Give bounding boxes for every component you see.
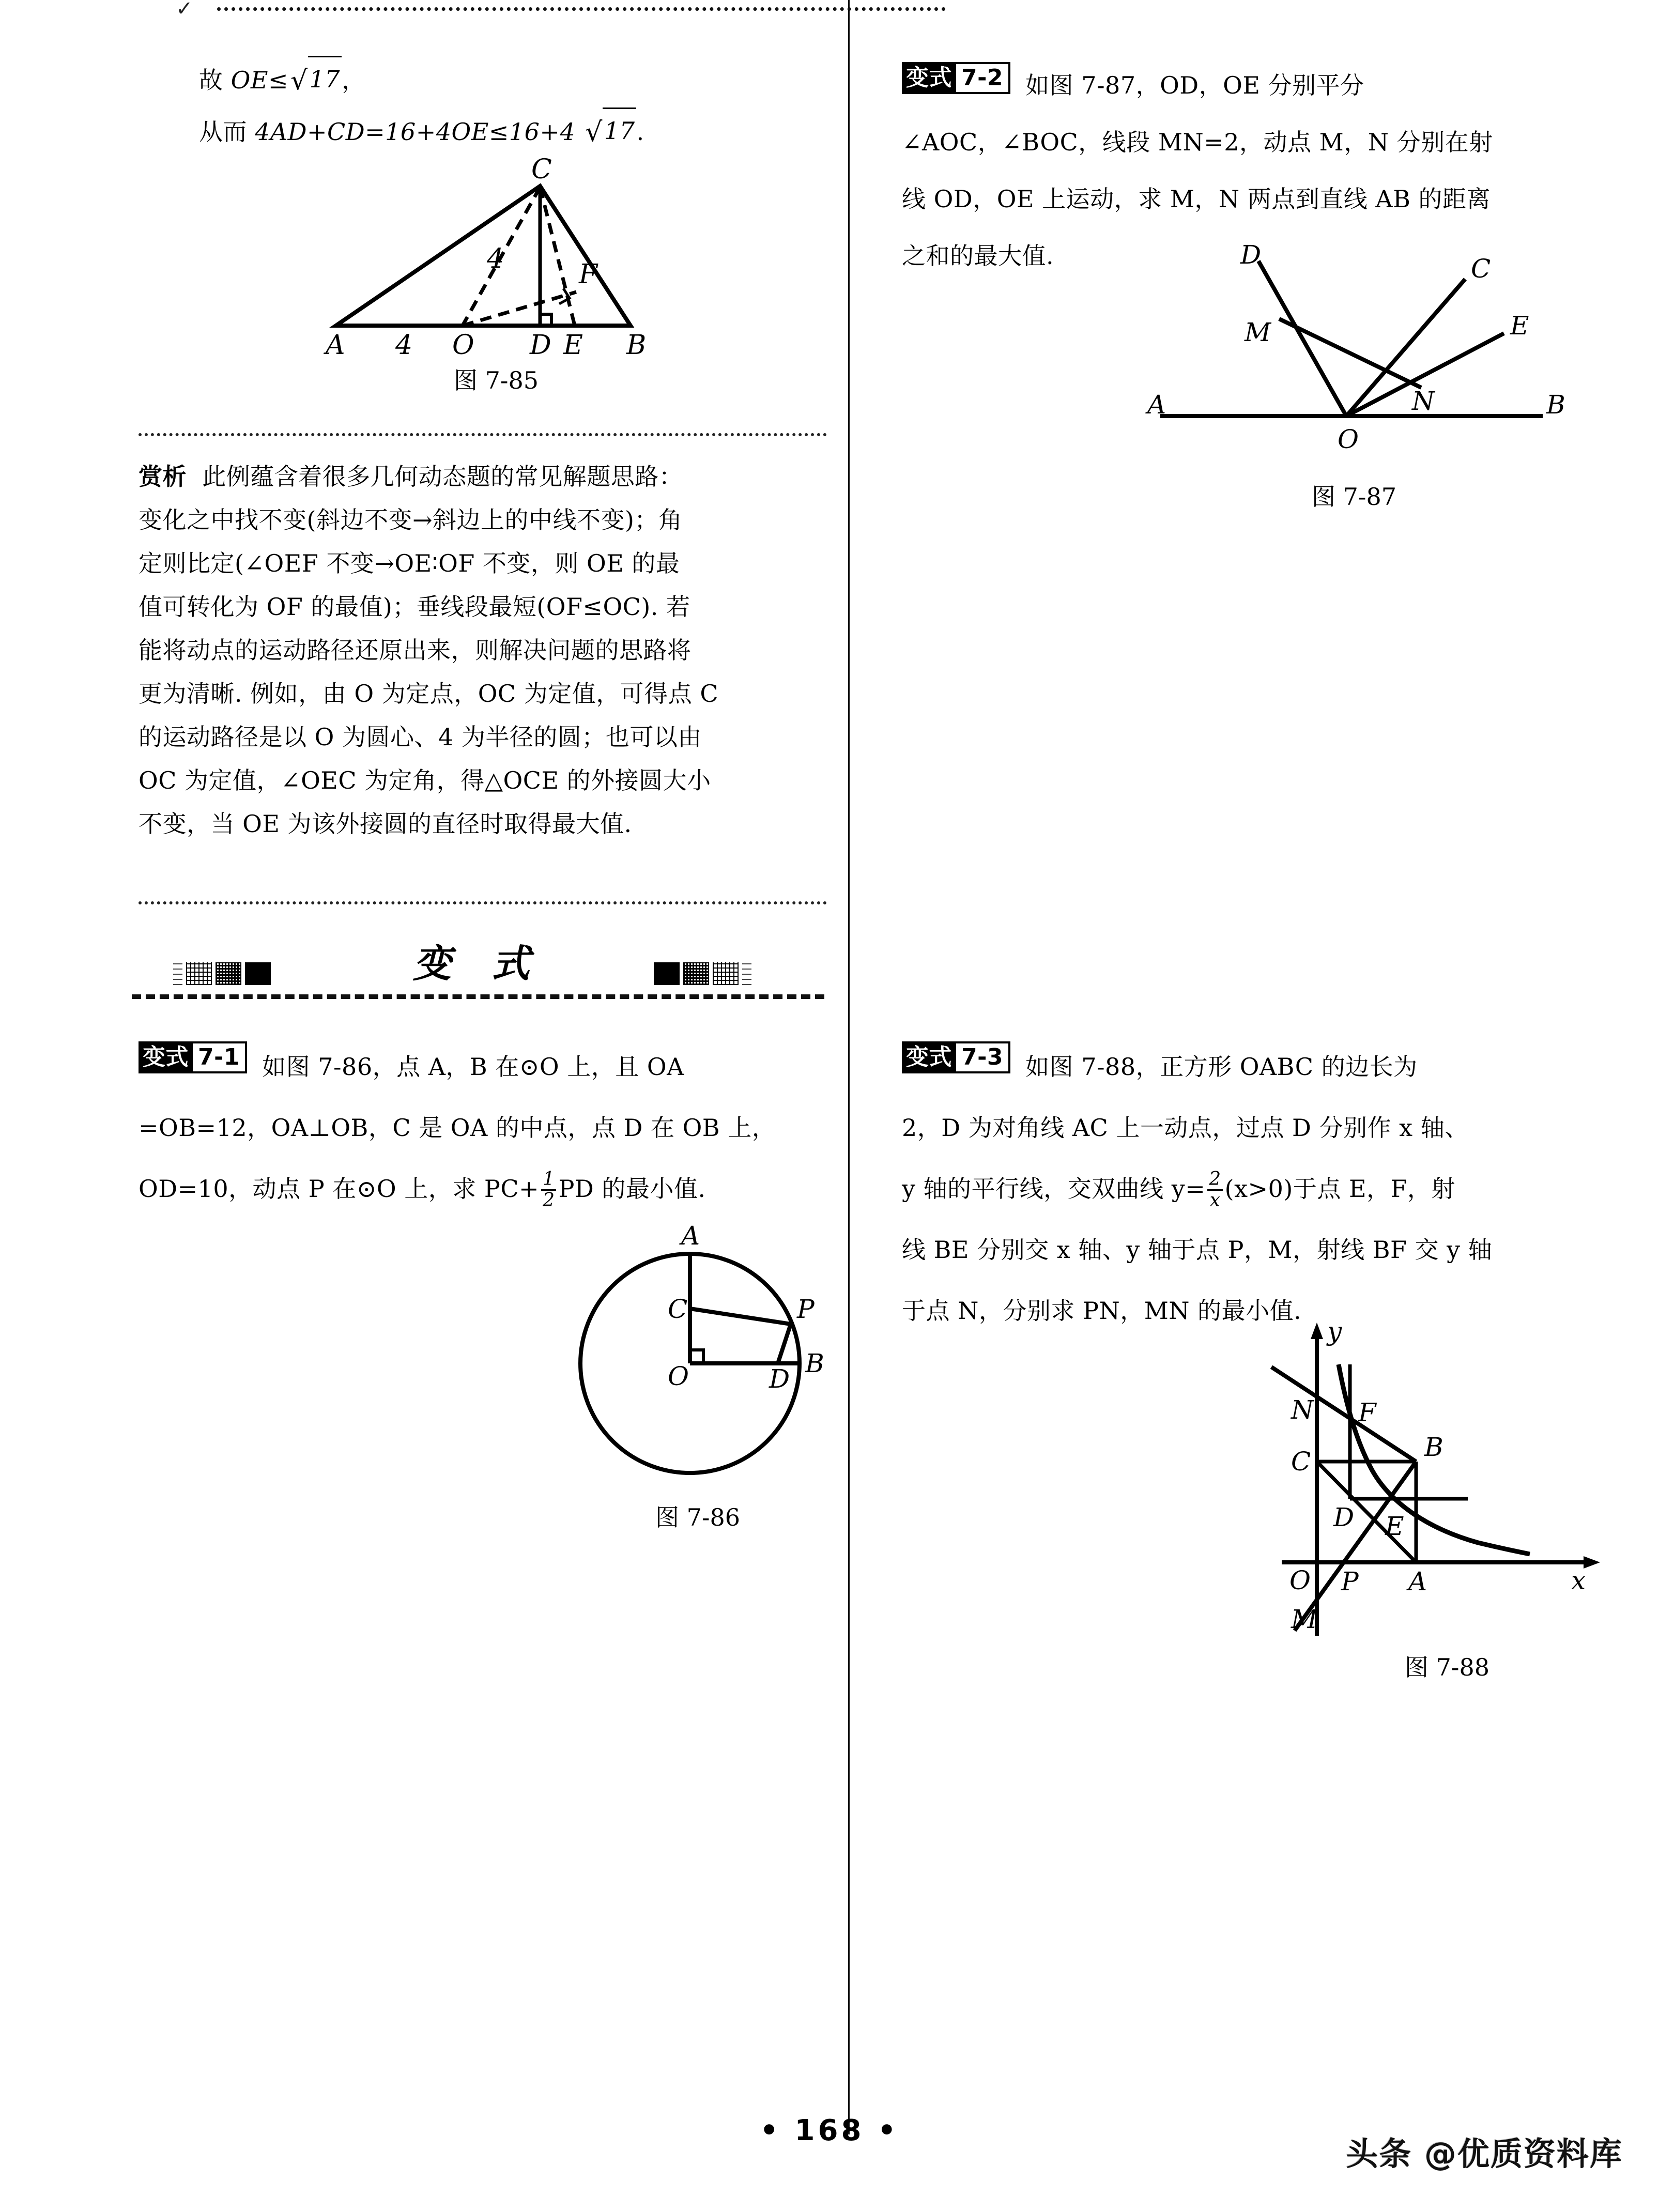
label-C: C	[668, 1294, 688, 1324]
label-N: N	[1291, 1395, 1314, 1425]
variation-7-3-tag	[902, 1041, 1010, 1073]
variation-header-dashed-rule	[132, 994, 824, 999]
fraction-two-over-x	[1207, 1170, 1222, 1210]
label-D: D	[769, 1364, 790, 1394]
variation-7-3-line-2: 2，D 为对角线 AC 上一动点，过点 D 分别作 x 轴、	[902, 1114, 1469, 1142]
figure-7-87-caption: 图 7-87	[1312, 483, 1396, 511]
label-F: F	[579, 259, 598, 290]
appreciation-label: 赏析	[139, 463, 187, 490]
label-F: F	[1358, 1397, 1376, 1427]
appreciation-line: 变化之中找不变(斜边不变→斜边上的中线不变)；角	[139, 506, 683, 534]
figure-7-85-caption: 图 7-85	[454, 366, 539, 394]
variation-7-1-line-3	[139, 1158, 831, 1219]
solution-suffix: ，	[342, 66, 366, 94]
appreciation-block	[139, 455, 831, 846]
appreciation-bottom-separator	[139, 901, 827, 904]
variation-7-3	[902, 1036, 1620, 1341]
label-A: A	[681, 1221, 700, 1251]
label-C: C	[1471, 254, 1491, 284]
figure-7-86	[558, 1215, 837, 1494]
column-divider	[848, 0, 850, 2134]
fraction-denominator: x	[1207, 1189, 1222, 1210]
radical-sign: √	[585, 117, 603, 148]
label-D: D	[1333, 1502, 1355, 1532]
label-P: P	[797, 1294, 815, 1324]
variation-7-3-line-3	[902, 1158, 1620, 1219]
tag-number: 7-1	[193, 1041, 247, 1073]
label-E: E	[1510, 311, 1529, 341]
ornament-dark-square	[245, 962, 271, 985]
label-O: O	[668, 1361, 689, 1391]
variation-section-title: 变 式	[413, 942, 543, 986]
variation-7-1-tag	[139, 1041, 247, 1073]
label-B: B	[1424, 1432, 1443, 1462]
tag-prefix: 变式	[139, 1041, 193, 1073]
label-D: D	[1240, 240, 1262, 270]
label-O: O	[1289, 1565, 1311, 1595]
top-edge-mark: ✓	[176, 0, 193, 21]
watermark: 头条 @优质资料库	[1346, 2135, 1623, 2173]
variation-7-3-line-1	[902, 1036, 1620, 1097]
label-y-axis: y	[1327, 1316, 1342, 1346]
solution-prefix: 故	[199, 66, 231, 94]
radicand: 17	[308, 56, 342, 101]
label-C: C	[1291, 1447, 1311, 1477]
appreciation-line: 不变，当 OE 为该外接圆的直径时取得最大值.	[139, 810, 632, 838]
ornament-dot	[742, 962, 751, 985]
variation-7-1	[139, 1036, 831, 1219]
label-len-ao: 4	[395, 330, 413, 361]
label-O: O	[452, 330, 474, 361]
label-B: B	[626, 330, 647, 361]
figure-7-87	[1142, 235, 1566, 457]
variation-7-2-line-4: 之和的最大值.	[902, 242, 1054, 270]
label-x-axis: x	[1571, 1565, 1586, 1595]
variation-7-1-text-1: 如图 7-86，点 A，B 在⊙O 上，且 OA	[262, 1053, 684, 1081]
fraction-numerator: 2	[1209, 1169, 1221, 1190]
figure-7-85-drawing	[320, 155, 672, 362]
tag-number: 7-3	[956, 1041, 1010, 1073]
label-len-oc: 4	[487, 243, 504, 274]
label-A: A	[1147, 390, 1166, 420]
variation-7-3-text-1: 如图 7-88，正方形 OABC 的边长为	[1025, 1053, 1418, 1081]
figure-7-88-caption: 图 7-88	[1405, 1653, 1489, 1681]
figure-7-86-drawing	[558, 1215, 837, 1494]
solution-expr: 4AD+CD=16+4OE≤16+4	[255, 118, 583, 146]
solution-line-1	[199, 57, 819, 102]
appreciation-line: 能将动点的运动路径还原出来，则解决问题的思路将	[139, 636, 692, 664]
fraction-denominator: 2	[541, 1189, 556, 1210]
figure-7-88	[1261, 1315, 1633, 1646]
figure-7-88-drawing	[1261, 1315, 1633, 1646]
variation-7-2-line-2: ∠AOC，∠BOC，线段 MN=2，动点 M，N 分别在射	[902, 128, 1493, 156]
appreciation-line: OC 为定值，∠OEC 为定角，得△OCE 的外接圆大小	[139, 766, 711, 794]
appreciation-line: 定则比定(∠OEF 不变→OE∶OF 不变，则 OE 的最	[139, 549, 680, 577]
label-O: O	[1338, 424, 1359, 454]
label-D: D	[530, 330, 551, 361]
appreciation-line: 值可转化为 OF 的最值)；垂线段最短(OF≤OC). 若	[139, 593, 690, 621]
ornament-dot	[173, 962, 182, 985]
figure-7-86-caption: 图 7-86	[655, 1503, 740, 1531]
label-P: P	[1341, 1566, 1359, 1596]
label-C: C	[531, 155, 552, 185]
ornament-left	[173, 962, 271, 985]
ornament-right	[654, 962, 751, 985]
solution-suffix: .	[636, 118, 644, 146]
label-A: A	[1408, 1566, 1427, 1596]
variation-7-1-text-3a: OD=10，动点 P 在⊙O 上，求 PC+	[139, 1175, 540, 1203]
solution-expr: OE≤	[231, 66, 288, 94]
variation-7-3-text-3b: (x>0)于点 E，F，射	[1224, 1175, 1455, 1203]
variation-7-2-tag	[902, 62, 1010, 94]
variation-7-3-line-4: 线 BE 分别交 x 轴、y 轴于点 P，M，射线 BF 交 y 轴	[902, 1236, 1493, 1264]
fraction-one-half	[541, 1170, 556, 1210]
label-B: B	[1546, 390, 1565, 420]
top-dashed-rule	[217, 7, 946, 11]
label-A: A	[326, 330, 345, 361]
label-E: E	[563, 330, 583, 361]
tag-prefix: 变式	[902, 1041, 956, 1073]
variation-7-3-text-3a: y 轴的平行线，交双曲线 y=	[902, 1175, 1206, 1203]
variation-7-3-line-5: 于点 N，分别求 PN，MN 的最小值.	[902, 1297, 1302, 1325]
appreciation-line: 更为清晰. 例如，由 O 为定点，OC 为定值，可得点 C	[139, 680, 719, 708]
variation-7-1-line-2: =OB=12，OA⊥OB，C 是 OA 的中点，点 D 在 OB 上，	[139, 1114, 776, 1142]
variation-7-2-text-1: 如图 7-87，OD，OE 分别平分	[1025, 71, 1364, 99]
ornament-light-square	[186, 962, 212, 985]
page-number: • 168 •	[760, 2114, 899, 2147]
appreciation-top-separator	[139, 433, 827, 436]
radical-sign: √	[290, 65, 308, 96]
label-B: B	[805, 1348, 824, 1378]
figure-7-85	[320, 155, 672, 362]
ornament-dark-square	[654, 962, 680, 985]
solution-prefix: 从而	[199, 118, 255, 146]
variation-section-header	[132, 930, 824, 1008]
sqrt-symbol	[583, 109, 636, 153]
variation-7-1-line-1	[139, 1036, 831, 1097]
label-M: M	[1291, 1604, 1318, 1634]
ornament-mid-square	[216, 962, 241, 985]
sqrt-symbol	[288, 57, 342, 102]
ornament-light-square	[713, 962, 739, 985]
appreciation-text: 此例蕴含着很多几何动态题的常见解题思路：	[202, 463, 683, 490]
variation-7-2-line-1	[902, 57, 1615, 114]
fraction-numerator: 1	[543, 1169, 555, 1190]
variation-7-1-text-3b: PD 的最小值.	[558, 1175, 706, 1203]
ornament-mid-square	[683, 962, 709, 985]
label-E: E	[1385, 1511, 1404, 1541]
tag-number: 7-2	[956, 62, 1010, 94]
figure-7-87-drawing	[1142, 235, 1566, 457]
radicand: 17	[603, 107, 637, 152]
variation-7-2-line-3: 线 OD，OE 上运动，求 M，N 两点到直线 AB 的距离	[902, 185, 1491, 213]
label-M: M	[1245, 317, 1271, 347]
appreciation-line: 的运动路径是以 O 为圆心、4 为半径的圆；也可以由	[139, 723, 702, 751]
tag-prefix: 变式	[902, 62, 956, 94]
appreciation-line	[139, 455, 831, 498]
label-N: N	[1412, 386, 1435, 416]
solution-line-2	[199, 109, 830, 153]
